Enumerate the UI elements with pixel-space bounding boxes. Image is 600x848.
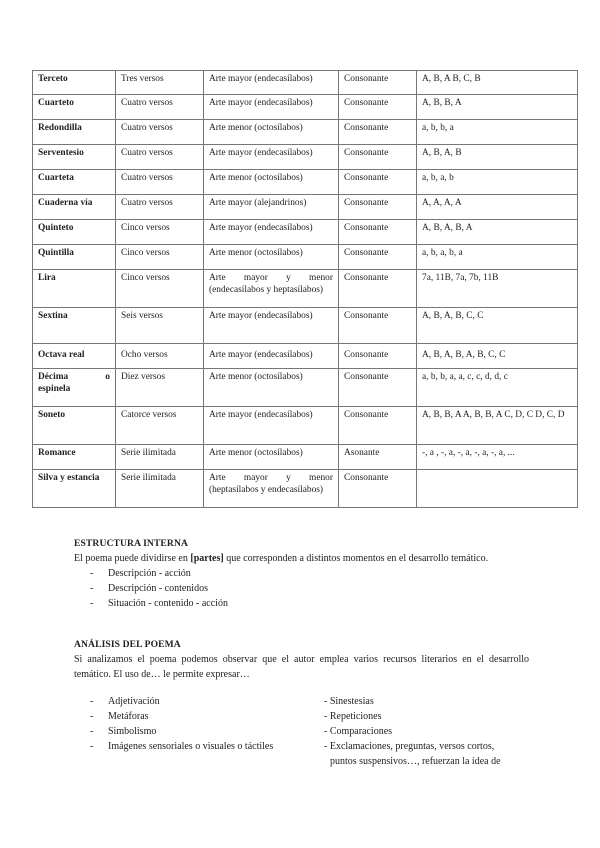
- strophe-name: Terceto: [33, 71, 116, 95]
- meter: Arte mayor (endecasílabos): [204, 344, 339, 369]
- meter: Arte mayor (endecasílabos): [204, 407, 339, 445]
- list-item: - Sinestesias: [324, 696, 374, 707]
- list-item: - Situación - contenido - acción: [74, 596, 529, 611]
- rhyme-scheme: A, B, B, A: [417, 95, 578, 120]
- table-row: [33, 470, 578, 508]
- list-item: - Descripción - acción: [74, 566, 529, 581]
- verse-count: Cuatro versos: [116, 145, 204, 170]
- strophe-table: [32, 70, 578, 508]
- analisis-section: [74, 637, 529, 682]
- list-item: - Adjetivación: [74, 694, 304, 709]
- resources-list-left: [74, 694, 304, 754]
- rhyme-type: Consonante: [339, 270, 417, 308]
- rhyme-type: Consonante: [339, 470, 417, 508]
- rhyme-type: Consonante: [339, 195, 417, 220]
- resources-list-right: [324, 694, 539, 769]
- table-row: [33, 369, 578, 407]
- rhyme-scheme: A, B, A, B, A, B, C, C: [417, 344, 578, 369]
- table-row: [33, 445, 578, 470]
- rhyme-scheme: A, B, A B, C, B: [417, 71, 578, 95]
- paragraph-text: que corresponden a distintos momentos en el desarrollo temático.: [223, 553, 489, 564]
- meter: Arte mayor (endecasílabos): [204, 95, 339, 120]
- list-item: - Exclamaciones, preguntas, versos cortos,: [324, 741, 495, 752]
- strophe-name: Soneto: [33, 407, 116, 445]
- list-item: - Imágenes sensoriales o visuales o táctiles: [74, 739, 304, 754]
- list-item: - Metáforas: [74, 709, 304, 724]
- strophe-name: [33, 369, 116, 407]
- rhyme-type: Asonante: [339, 445, 417, 470]
- section-heading: ESTRUCTURA INTERNA: [74, 538, 189, 549]
- rhyme-type: Consonante: [339, 220, 417, 245]
- strophe-name-line: Décima o: [38, 372, 110, 382]
- strophe-name: Silva y estancia: [33, 470, 116, 508]
- meter: [204, 270, 339, 308]
- meter: Arte menor (octosílabos): [204, 245, 339, 270]
- verse-count: Cuatro versos: [116, 95, 204, 120]
- table-row: [33, 270, 578, 308]
- verse-count: Serie ilimitada: [116, 445, 204, 470]
- table-row: [33, 145, 578, 170]
- rhyme-scheme: A, A, A, A: [417, 195, 578, 220]
- verse-count: Serie ilimitada: [116, 470, 204, 508]
- rhyme-type: Consonante: [339, 344, 417, 369]
- rhyme-scheme: a, b, a, b: [417, 170, 578, 195]
- table-row: [33, 170, 578, 195]
- rhyme-scheme: A, B, A, B: [417, 145, 578, 170]
- bullet-list: [74, 566, 529, 611]
- strophe-name: Sextina: [33, 308, 116, 344]
- rhyme-type: Consonante: [339, 369, 417, 407]
- rhyme-type: Consonante: [339, 170, 417, 195]
- rhyme-scheme: A, B, A, B, A: [417, 220, 578, 245]
- meter: [204, 470, 339, 508]
- strophe-name: Cuarteta: [33, 170, 116, 195]
- list-item: - Descripción - contenidos: [74, 581, 529, 596]
- verse-count: Cinco versos: [116, 270, 204, 308]
- section-paragraph: Si analizamos el poema podemos observar que el autor emplea varios recursos literarios en el desarrollo temático. El uso de… le permite expresar…: [74, 654, 529, 680]
- meter: Arte menor (octosílabos): [204, 369, 339, 407]
- table-row: [33, 407, 578, 445]
- strophe-name: Redondilla: [33, 120, 116, 145]
- verse-count: Cuatro versos: [116, 170, 204, 195]
- rhyme-type: Consonante: [339, 308, 417, 344]
- strophe-name: Romance: [33, 445, 116, 470]
- rhyme-scheme: A, B, B, A A, B, B, A C, D, C D, C, D: [417, 407, 578, 445]
- table-row: [33, 220, 578, 245]
- strophe-name: Cuarteto: [33, 95, 116, 120]
- table-row: [33, 120, 578, 145]
- list-item: - Comparaciones: [324, 726, 393, 737]
- verse-count: Cuatro versos: [116, 195, 204, 220]
- strophe-name: Serventesio: [33, 145, 116, 170]
- meter-line: Arte mayor y menor: [209, 273, 333, 283]
- verse-count: Cinco versos: [116, 220, 204, 245]
- meter: Arte menor (octosílabos): [204, 170, 339, 195]
- verse-count: Seis versos: [116, 308, 204, 344]
- meter-line: (endecasílabos y heptasílabos): [209, 284, 324, 295]
- list-item: - Repeticiones: [324, 711, 382, 722]
- meter: Arte mayor (endecasílabos): [204, 71, 339, 95]
- meter: Arte mayor (endecasílabos): [204, 145, 339, 170]
- rhyme-type: Consonante: [339, 120, 417, 145]
- verse-count: Catorce versos: [116, 407, 204, 445]
- table-row: [33, 71, 578, 95]
- rhyme-scheme: a, b, b, a: [417, 120, 578, 145]
- rhyme-type: Consonante: [339, 407, 417, 445]
- verse-count: Cinco versos: [116, 245, 204, 270]
- rhyme-type: Consonante: [339, 71, 417, 95]
- rhyme-type: Consonante: [339, 145, 417, 170]
- section-heading: ANÁLISIS DEL POEMA: [74, 639, 181, 650]
- verse-count: Diez versos: [116, 369, 204, 407]
- meter: Arte mayor (alejandrinos): [204, 195, 339, 220]
- paragraph-text: El poema puede dividirse en: [74, 553, 191, 564]
- strophe-name-line: espinela: [38, 383, 71, 394]
- strophe-name: Cuaderna vía: [33, 195, 116, 220]
- section-paragraph: [74, 551, 529, 566]
- rhyme-scheme: 7a, 11B, 7a, 7b, 11B: [417, 270, 578, 308]
- meter-line: (heptasílabos y endecasílabos): [209, 484, 324, 495]
- estructura-section: [74, 536, 529, 611]
- verse-count: Ocho versos: [116, 344, 204, 369]
- rhyme-scheme: a, b, a, b, a: [417, 245, 578, 270]
- rhyme-type: Consonante: [339, 95, 417, 120]
- rhyme-scheme: A, B, A, B, C, C: [417, 308, 578, 344]
- rhyme-scheme: -, a , -, a, -, a, -, a, -, a, ...: [417, 445, 578, 470]
- verse-count: Cuatro versos: [116, 120, 204, 145]
- table-row: [33, 245, 578, 270]
- table-row: [33, 195, 578, 220]
- meter: Arte mayor (endecasílabos): [204, 220, 339, 245]
- meter: Arte menor (octosílabos): [204, 445, 339, 470]
- strophe-name: Octava real: [33, 344, 116, 369]
- rhyme-type: Consonante: [339, 245, 417, 270]
- list-item: - Simbolismo: [74, 724, 304, 739]
- list-item: puntos suspensivos…, refuerzan la idea de: [330, 756, 501, 767]
- strophe-name: Quinteto: [33, 220, 116, 245]
- paragraph-bold: [partes]: [190, 553, 224, 564]
- table-row: [33, 308, 578, 344]
- strophe-name: Quintilla: [33, 245, 116, 270]
- meter: Arte mayor (endecasílabos): [204, 308, 339, 344]
- table-row: [33, 95, 578, 120]
- verse-count: Tres versos: [116, 71, 204, 95]
- rhyme-scheme: a, b, b, a, a, c, c, d, d, c: [417, 369, 578, 407]
- table-row: [33, 344, 578, 369]
- meter-line: Arte mayor y menor: [209, 473, 333, 483]
- meter: Arte menor (octosílabos): [204, 120, 339, 145]
- strophe-name: Lira: [33, 270, 116, 308]
- rhyme-scheme: [417, 470, 578, 508]
